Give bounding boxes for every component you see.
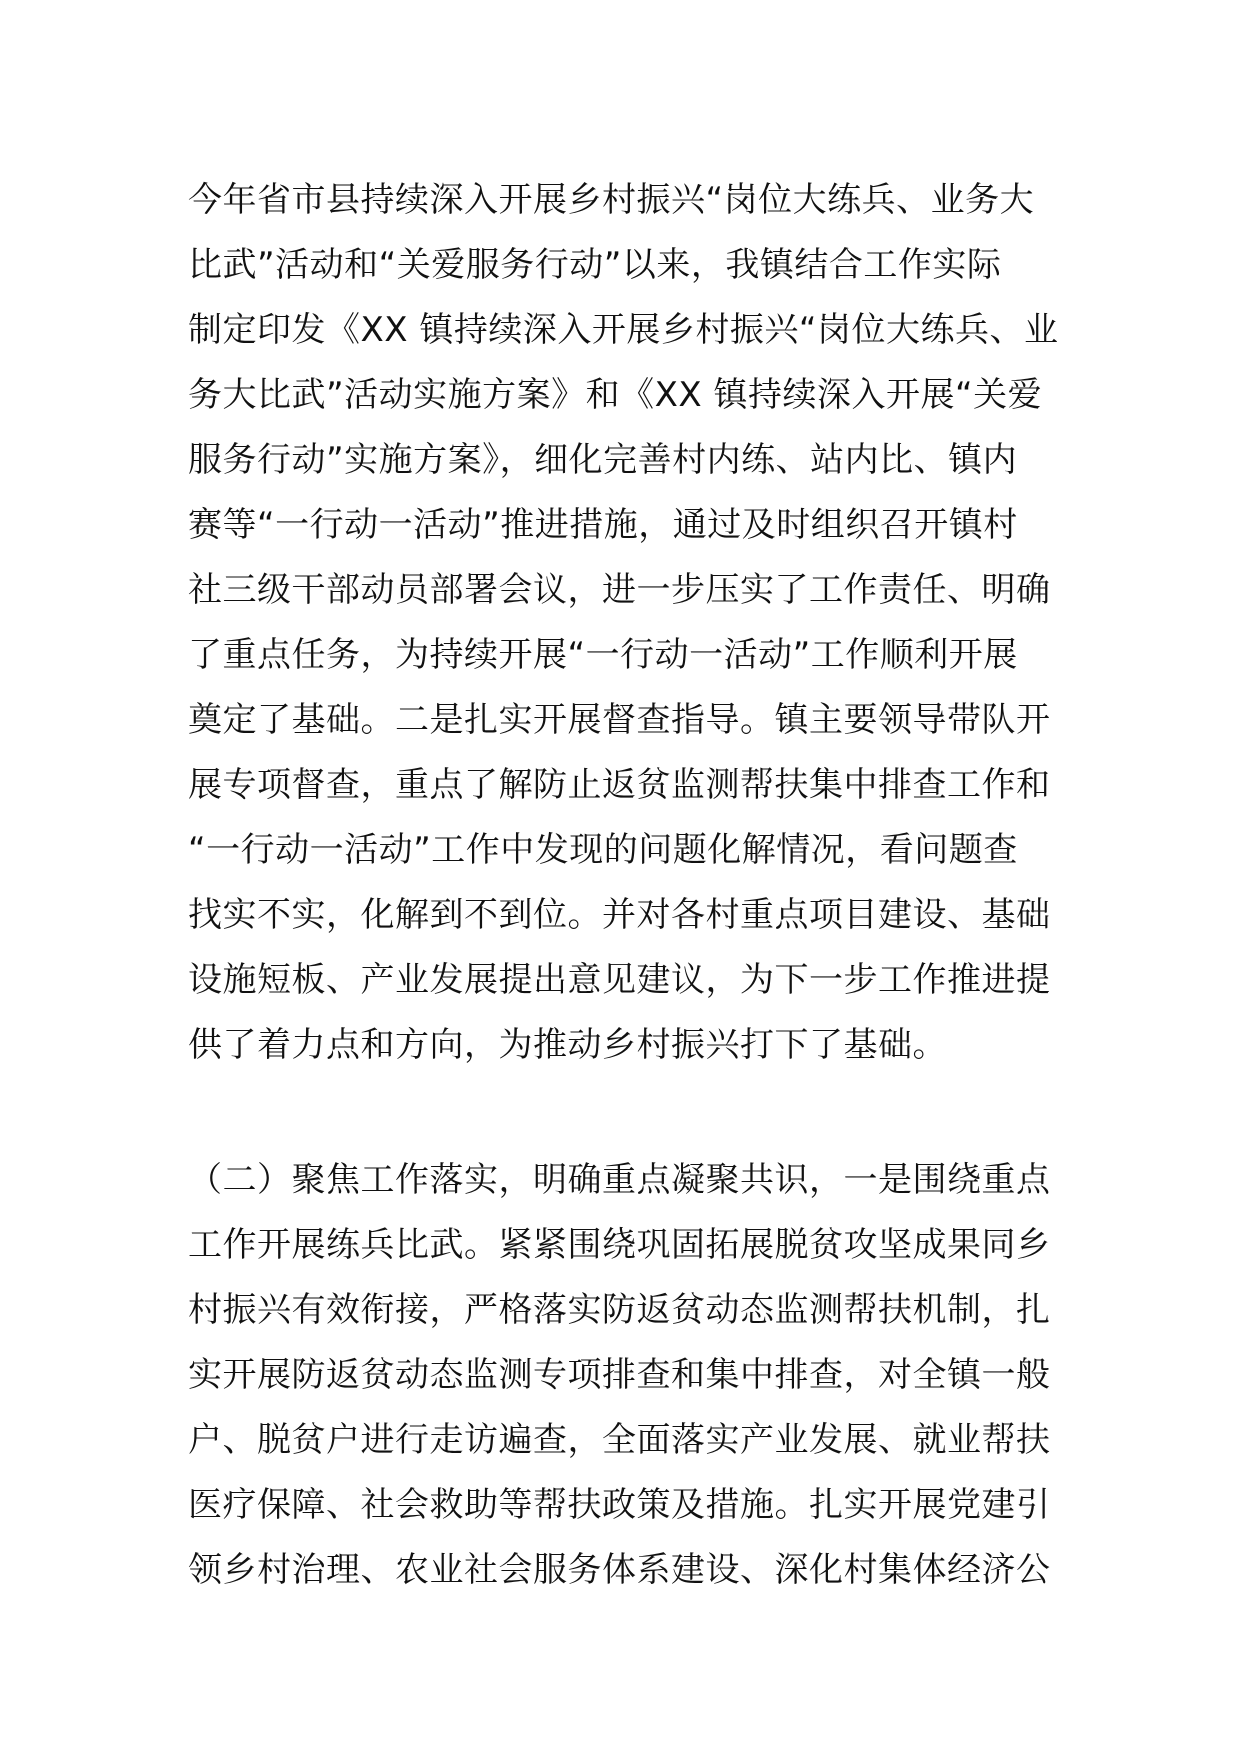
text-line: 了重点任务，为持续开展“一行动一活动”工作顺利开展 — [188, 635, 1018, 675]
text-line: 展专项督查，重点了解防止返贫监测帮扶集中排查工作和 — [188, 765, 1051, 805]
text-line: 找实不实，化解到不到位。并对各村重点项目建设、基础 — [188, 895, 1051, 935]
text-line: 设施短板、产业发展提出意见建议，为下一步工作推进提 — [188, 960, 1051, 1000]
text-line: 制定印发《XX 镇持续深入开展乡村振兴“岗位大练兵、业 — [188, 310, 1059, 350]
text-line: 医疗保障、社会救助等帮扶政策及措施。扎实开展党建引 — [188, 1485, 1051, 1525]
text-line: （二）聚焦工作落实，明确重点凝聚共识，一是围绕重点 — [188, 1160, 1051, 1200]
text-line: 比武”活动和“关爱服务行动”以来，我镇结合工作实际 — [188, 245, 1002, 285]
text-line: 服务行动”实施方案》，细化完善村内练、站内比、镇内 — [188, 440, 1018, 480]
paragraph-body-1 — [188, 168, 1058, 1078]
text-line: 户、脱贫户进行走访遍查，全面落实产业发展、就业帮扶 — [188, 1420, 1051, 1460]
text-line: 实开展防返贫动态监测专项排查和集中排查，对全镇一般 — [188, 1355, 1051, 1395]
paragraph-section-2 — [188, 1148, 1058, 1603]
text-line: 务大比武”活动实施方案》和《XX 镇持续深入开展“关爱 — [188, 375, 1043, 415]
text-line: “一行动一活动”工作中发现的问题化解情况，看问题查 — [188, 830, 1018, 870]
text-line: 奠定了基础。二是扎实开展督查指导。镇主要领导带队开 — [188, 700, 1051, 740]
text-line: 工作开展练兵比武。紧紧围绕巩固拓展脱贫攻坚成果同乡 — [188, 1225, 1051, 1265]
text-line: 领乡村治理、农业社会服务体系建设、深化村集体经济公 — [188, 1550, 1051, 1590]
text-line: 社三级干部动员部署会议，进一步压实了工作责任、明确 — [188, 570, 1051, 610]
text-line: 赛等“一行动一活动”推进措施，通过及时组织召开镇村 — [188, 505, 1018, 545]
text-line: 今年省市县持续深入开展乡村振兴“岗位大练兵、业务大 — [188, 180, 1035, 220]
text-line: 供了着力点和方向，为推动乡村振兴打下了基础。 — [188, 1025, 947, 1065]
text-line: 村振兴有效衔接，严格落实防返贫动态监测帮扶机制，扎 — [188, 1290, 1051, 1330]
